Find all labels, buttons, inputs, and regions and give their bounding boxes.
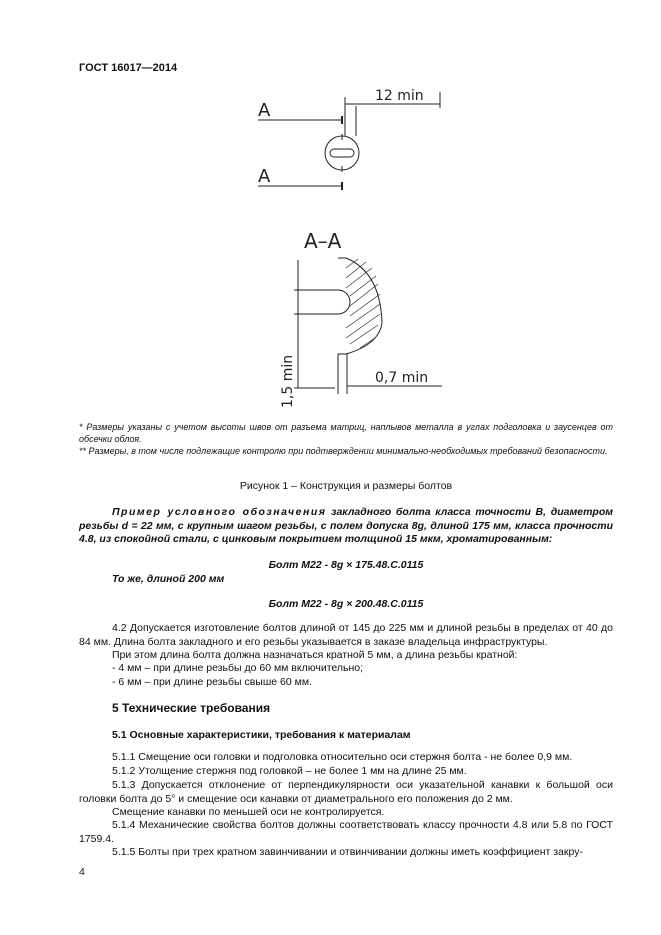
section-title: 5 Технические требования	[112, 701, 271, 715]
same-text: То же, длиной 200 мм	[112, 573, 225, 585]
paragraph-5-1-5: 5.1.5 Болты при трех кратном завинчивании и отвинчивании должны иметь коэффициент закру-	[112, 846, 583, 858]
example-lead: Пример условного обозначения	[112, 506, 327, 518]
paragraph-5-1-1: 5.1.1 Смещение оси головки и подголовка относительно оси стержня болта - не более 0,9 мм.	[112, 751, 573, 763]
footnote-1: * Размеры указаны с учетом высоты швов от разъема матриц, наплывов металла в углах подголовка и заусенцев от обсечки облоя.	[79, 422, 613, 444]
section-mark-bottom: A	[258, 166, 271, 187]
paragraph-5-1-3b: Смещение канавки по меньшей оси не контролируется.	[112, 806, 385, 818]
section-mark-top: A	[258, 100, 271, 121]
section-title: A–A	[304, 229, 342, 253]
page-number: 4	[79, 866, 85, 878]
dimension-top: 12 min	[375, 88, 424, 104]
paragraph-5-1-2: 5.1.2 Утолщение стержня под головкой – не более 1 мм на длине 25 мм.	[112, 765, 467, 777]
list-item: - 4 мм – при длине резьбы до 60 мм включительно;	[112, 662, 364, 674]
footnote-2: ** Размеры, в том числе подлежащие контролю при подтверждении минимально-необходимых требований безопасности.	[79, 446, 608, 456]
technical-drawing	[230, 82, 470, 417]
dimension-vertical: 1,5 min	[280, 354, 296, 408]
subsection-title: 5.1 Основные характеристики, требования к материалам	[112, 729, 411, 741]
paragraph-4-2b: При этом длина болта должна назначаться кратной 5 мм, а длина резьбы кратной:	[112, 649, 518, 661]
paragraph-5-1-3: 5.1.3 Допускается отклонение от перпендикулярности оси указательной канавки к большой оси головки болта до 5° и смещение оси канавки от диаметрального его положения до 2 мм.	[79, 779, 613, 805]
example-text: закладного болта класса точности В, диаметром резьбы d = 22 мм, с крупным шагом резьбы, с полем допуска 8g, длиной 175 мм, класса прочности 4.8, из спокойной стали, с цинковым покрытием толщиной 15 мкм, хроматированным:	[79, 506, 613, 545]
list-item: - 6 мм – при длине резьбы свыше 60 мм.	[112, 676, 312, 688]
example-paragraph	[79, 506, 613, 547]
document-header: ГОСТ 16017—2014	[79, 62, 178, 74]
figure-caption: Рисунок 1 – Конструкция и размеры болтов	[239, 480, 453, 492]
paragraph-5-1-4: 5.1.4 Механические свойства болтов должны соответствовать классу прочности 4.8 или 5.8 по ГОСТ 1759.4.	[79, 819, 613, 845]
dimension-bottom: 0,7 min	[375, 370, 429, 386]
paragraph-4-2: 4.2 Допускается изготовление болтов длиной от 145 до 225 мм и длиной резьбы в пределах от 40 до 84 мм. Длина болта закладного и его резьбы указывается в заказе владельца инфраструктуры.	[79, 622, 613, 648]
designation-1: Болт М22 - 8g × 175.48.С.0115	[268, 559, 424, 571]
designation-2: Болт М22 - 8g × 200.48.С.0115	[268, 598, 424, 610]
